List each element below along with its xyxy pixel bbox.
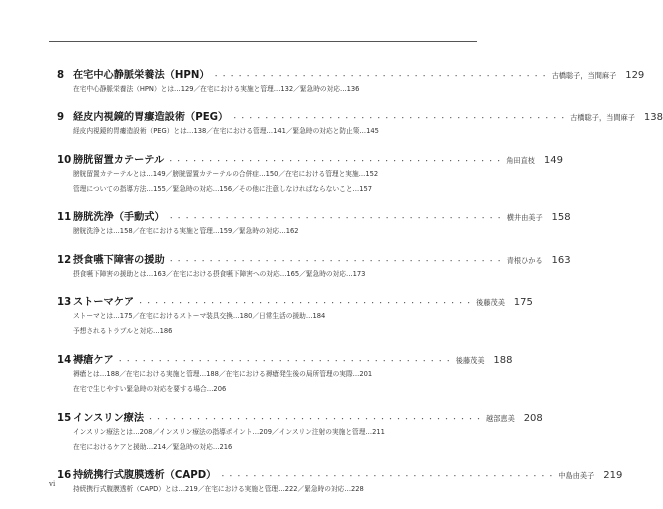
subsection-line: 持続携行式腹膜透析（CAPD）とは…219／在宅における実施と管理…222／緊急時の対応…228 — [73, 485, 364, 494]
leader-dots: ・・・・・・・・・・・・・・・・・・・・・・・・・・・・・・・・・・・・・・・・・・ — [231, 114, 568, 123]
chapter-heading[interactable] — [57, 409, 543, 424]
chapter-page: 149 — [543, 154, 563, 166]
chapter-15 — [57, 409, 543, 456]
chapter-number: 8 — [57, 70, 65, 81]
chapter-number: 15 — [57, 412, 72, 424]
chapter-heading[interactable] — [57, 208, 571, 224]
chapter-author: 青根ひかる — [506, 255, 543, 265]
chapter-10 — [57, 151, 563, 198]
chapter-page: 208 — [523, 412, 543, 424]
subsection-line: 摂食嚥下障害の援助とは…163／在宅における摂食嚥下障害への対応…165／緊急時の対応…173 — [73, 269, 366, 278]
leader-dots: ・・・・・・・・・・・・・・・・・・・・・・・・・・・・・・・・・・・・・・・・・・ — [212, 72, 549, 80]
chapter-heading[interactable] — [57, 466, 623, 482]
chapter-number: 10 — [57, 154, 72, 166]
chapter-page: 158 — [551, 212, 571, 224]
chapter-13 — [57, 293, 533, 340]
subsection-line: 在宅におけるケアと援助…214／緊急時の対応…216 — [73, 443, 233, 452]
chapter-page: 163 — [551, 254, 571, 266]
chapter-heading[interactable] — [57, 151, 563, 166]
chapter-page: 188 — [493, 354, 513, 366]
subsections — [73, 425, 467, 456]
subsection-line: 膀胱洗浄とは…158／在宅における実施と管理…159／緊急時の対応…162 — [73, 227, 299, 236]
chapter-title: 持続携行式腹膜透析（CAPD） — [73, 470, 217, 482]
chapter-title: インスリン療法 — [73, 412, 145, 424]
chapter-11 — [57, 208, 571, 240]
chapter-page: 219 — [603, 470, 623, 482]
subsection-line: 管理についての指導方法…155／緊急時の対応…156／その他に注意しなければならないこと…157 — [73, 185, 372, 194]
leader-dots: ・・・・・・・・・・・・・・・・・・・・・・・・・・・・・・・・・・・・・・・・・・ — [137, 298, 474, 307]
chapter-12 — [57, 251, 571, 283]
chapter-number: 16 — [57, 470, 72, 482]
chapter-author: 古橋聡子，当間麻子 — [570, 113, 635, 123]
chapter-heading[interactable] — [57, 293, 533, 308]
chapter-title: 在宅中心静脈栄養法（HPN） — [73, 70, 210, 81]
chapter-author: 後藤茂美 — [476, 297, 505, 307]
subsection-line: 在宅で生じやすい緊急時の対応を要する場合…206 — [73, 385, 227, 394]
chapter-number: 12 — [57, 254, 72, 266]
chapter-title: 膀胱洗浄（手動式） — [73, 212, 165, 224]
chapter-page: 175 — [513, 296, 533, 308]
chapter-number: 14 — [57, 354, 72, 366]
chapter-page: 138 — [643, 112, 663, 124]
subsections — [73, 482, 467, 498]
subsections — [73, 309, 467, 340]
subsection-line: 在宅中心静脈栄養法（HPN）とは…129／在宅における実施と管理…132／緊急時の対応…136 — [73, 85, 360, 93]
chapter-author: 横井由美子 — [506, 213, 543, 223]
leader-dots: ・・・・・・・・・・・・・・・・・・・・・・・・・・・・・・・・・・・・・・・・・・ — [147, 414, 484, 423]
subsection-line: 膀胱留置カテーテルとは…149／膀胱留置カテーテルの合併症…150／在宅における管理と実施…152 — [73, 169, 379, 178]
chapter-heading[interactable] — [57, 108, 663, 124]
chapter-heading[interactable] — [57, 351, 513, 366]
chapter-number: 11 — [57, 212, 72, 224]
leader-dots: ・・・・・・・・・・・・・・・・・・・・・・・・・・・・・・・・・・・・・・・・・・ — [167, 156, 504, 165]
subsection-line: 経皮内視鏡的胃瘻造設術（PEG）とは…138／在宅における管理…141／緊急時の対応と防止策…145 — [73, 127, 379, 136]
chapter-8 — [57, 66, 645, 98]
subsection-line: ストーマとは…175／在宅におけるストーマ装具交換…180／日常生活の援助…184 — [73, 311, 326, 320]
chapter-number: 13 — [57, 296, 72, 308]
subsections — [73, 367, 467, 398]
subsections — [73, 124, 467, 140]
chapter-16 — [57, 466, 623, 498]
chapter-heading[interactable] — [57, 251, 571, 266]
table-of-contents — [57, 66, 663, 509]
chapter-title: 褥瘡ケア — [73, 354, 114, 366]
subsection-line: 褥瘡とは…188／在宅における実施と管理…188／在宅における褥瘡発生後の局所管理の実際…201 — [73, 369, 373, 378]
subsection-line: インスリン療法とは…208／インスリン療法の指導ポイント…209／インスリン注射の実施と管理…211 — [73, 427, 385, 436]
chapter-author: 角田直枝 — [506, 155, 535, 165]
leader-dots: ・・・・・・・・・・・・・・・・・・・・・・・・・・・・・・・・・・・・・・・・・・ — [116, 356, 453, 365]
page-folio: vi — [49, 480, 56, 488]
chapter-title: 経皮内視鏡的胃瘻造設術（PEG） — [73, 112, 229, 124]
chapter-14 — [57, 351, 513, 398]
chapter-heading[interactable] — [57, 66, 645, 81]
subsections — [73, 167, 467, 198]
leader-dots: ・・・・・・・・・・・・・・・・・・・・・・・・・・・・・・・・・・・・・・・・・・ — [219, 472, 556, 481]
leader-dots: ・・・・・・・・・・・・・・・・・・・・・・・・・・・・・・・・・・・・・・・・・・ — [167, 214, 504, 223]
chapter-author: 後藤茂美 — [455, 355, 485, 365]
chapter-title: ストーマケア — [73, 296, 135, 308]
subsections — [73, 82, 467, 98]
chapter-number: 9 — [57, 112, 65, 124]
chapter-9 — [57, 108, 663, 140]
chapter-page: 129 — [625, 70, 645, 81]
chapter-author: 越部恵美 — [486, 413, 515, 423]
subsection-line: 予想されるトラブルと対応…186 — [73, 327, 173, 336]
chapter-author: 古橋聡子，当間麻子 — [551, 71, 617, 80]
leader-dots: ・・・・・・・・・・・・・・・・・・・・・・・・・・・・・・・・・・・・・・・・・・ — [167, 256, 504, 265]
chapter-author: 中島由美子 — [558, 471, 595, 481]
subsections — [73, 267, 467, 283]
subsections — [73, 224, 467, 240]
chapter-title: 膀胱留置カテーテル — [73, 154, 165, 166]
top-rule — [49, 41, 477, 42]
chapter-title: 摂食嚥下障害の援助 — [73, 254, 165, 266]
